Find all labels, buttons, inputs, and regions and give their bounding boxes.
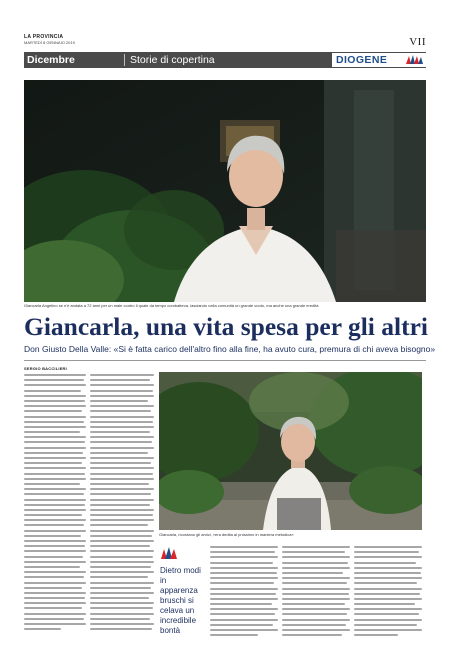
section-divider [124,54,125,66]
pull-quote: Dietro modi in apparenza bruschi si celava un incredibile bontà [160,566,201,635]
garden-photo [159,372,422,530]
section-bar [24,52,426,68]
article-subtitle: Don Giusto Della Valle: «Si è fatta carico dell'altro fino alla fine, ha avuto cura, premura di chi aveva bisogno» [24,344,436,354]
main-photo-caption: Giancarla Angelino se n'è andata a 72 anni per un male contro il quale da tempo combatteva, lasciando nella comunità un grande vuoto, ma anche una grande eredità [24,303,319,308]
paper-name: LA PROVINCIA [24,34,64,40]
headline-rule [24,360,426,361]
text-column-1 [24,374,86,636]
small-photo-caption: Giancarla, ricordano gli amici, «era dedita al prossimo in maniera metodica» [159,532,294,537]
text-column-5 [354,546,422,636]
byline: SERGIO BACCILIERI [24,366,67,371]
diogene-name: DIOGENE [336,54,388,66]
text-column-2 [90,374,154,636]
text-column-4 [282,546,350,636]
page-number: VII [409,36,426,48]
issue-date: MARTEDÌ 8 GENNAIO 2019 [24,40,75,45]
section-month: Dicembre [27,54,75,66]
diogene-small-logo-icon [160,546,180,560]
article-headline: Giancarla, una vita spesa per gli altri [24,312,428,341]
small-photo [159,372,422,530]
diogene-brand [332,53,426,67]
diogene-logo-icon [404,54,424,66]
main-photo [24,80,426,302]
text-column-3 [210,546,278,636]
portrait-photo [24,80,426,302]
section-label: Storie di copertina [130,54,215,66]
masthead [24,34,75,45]
